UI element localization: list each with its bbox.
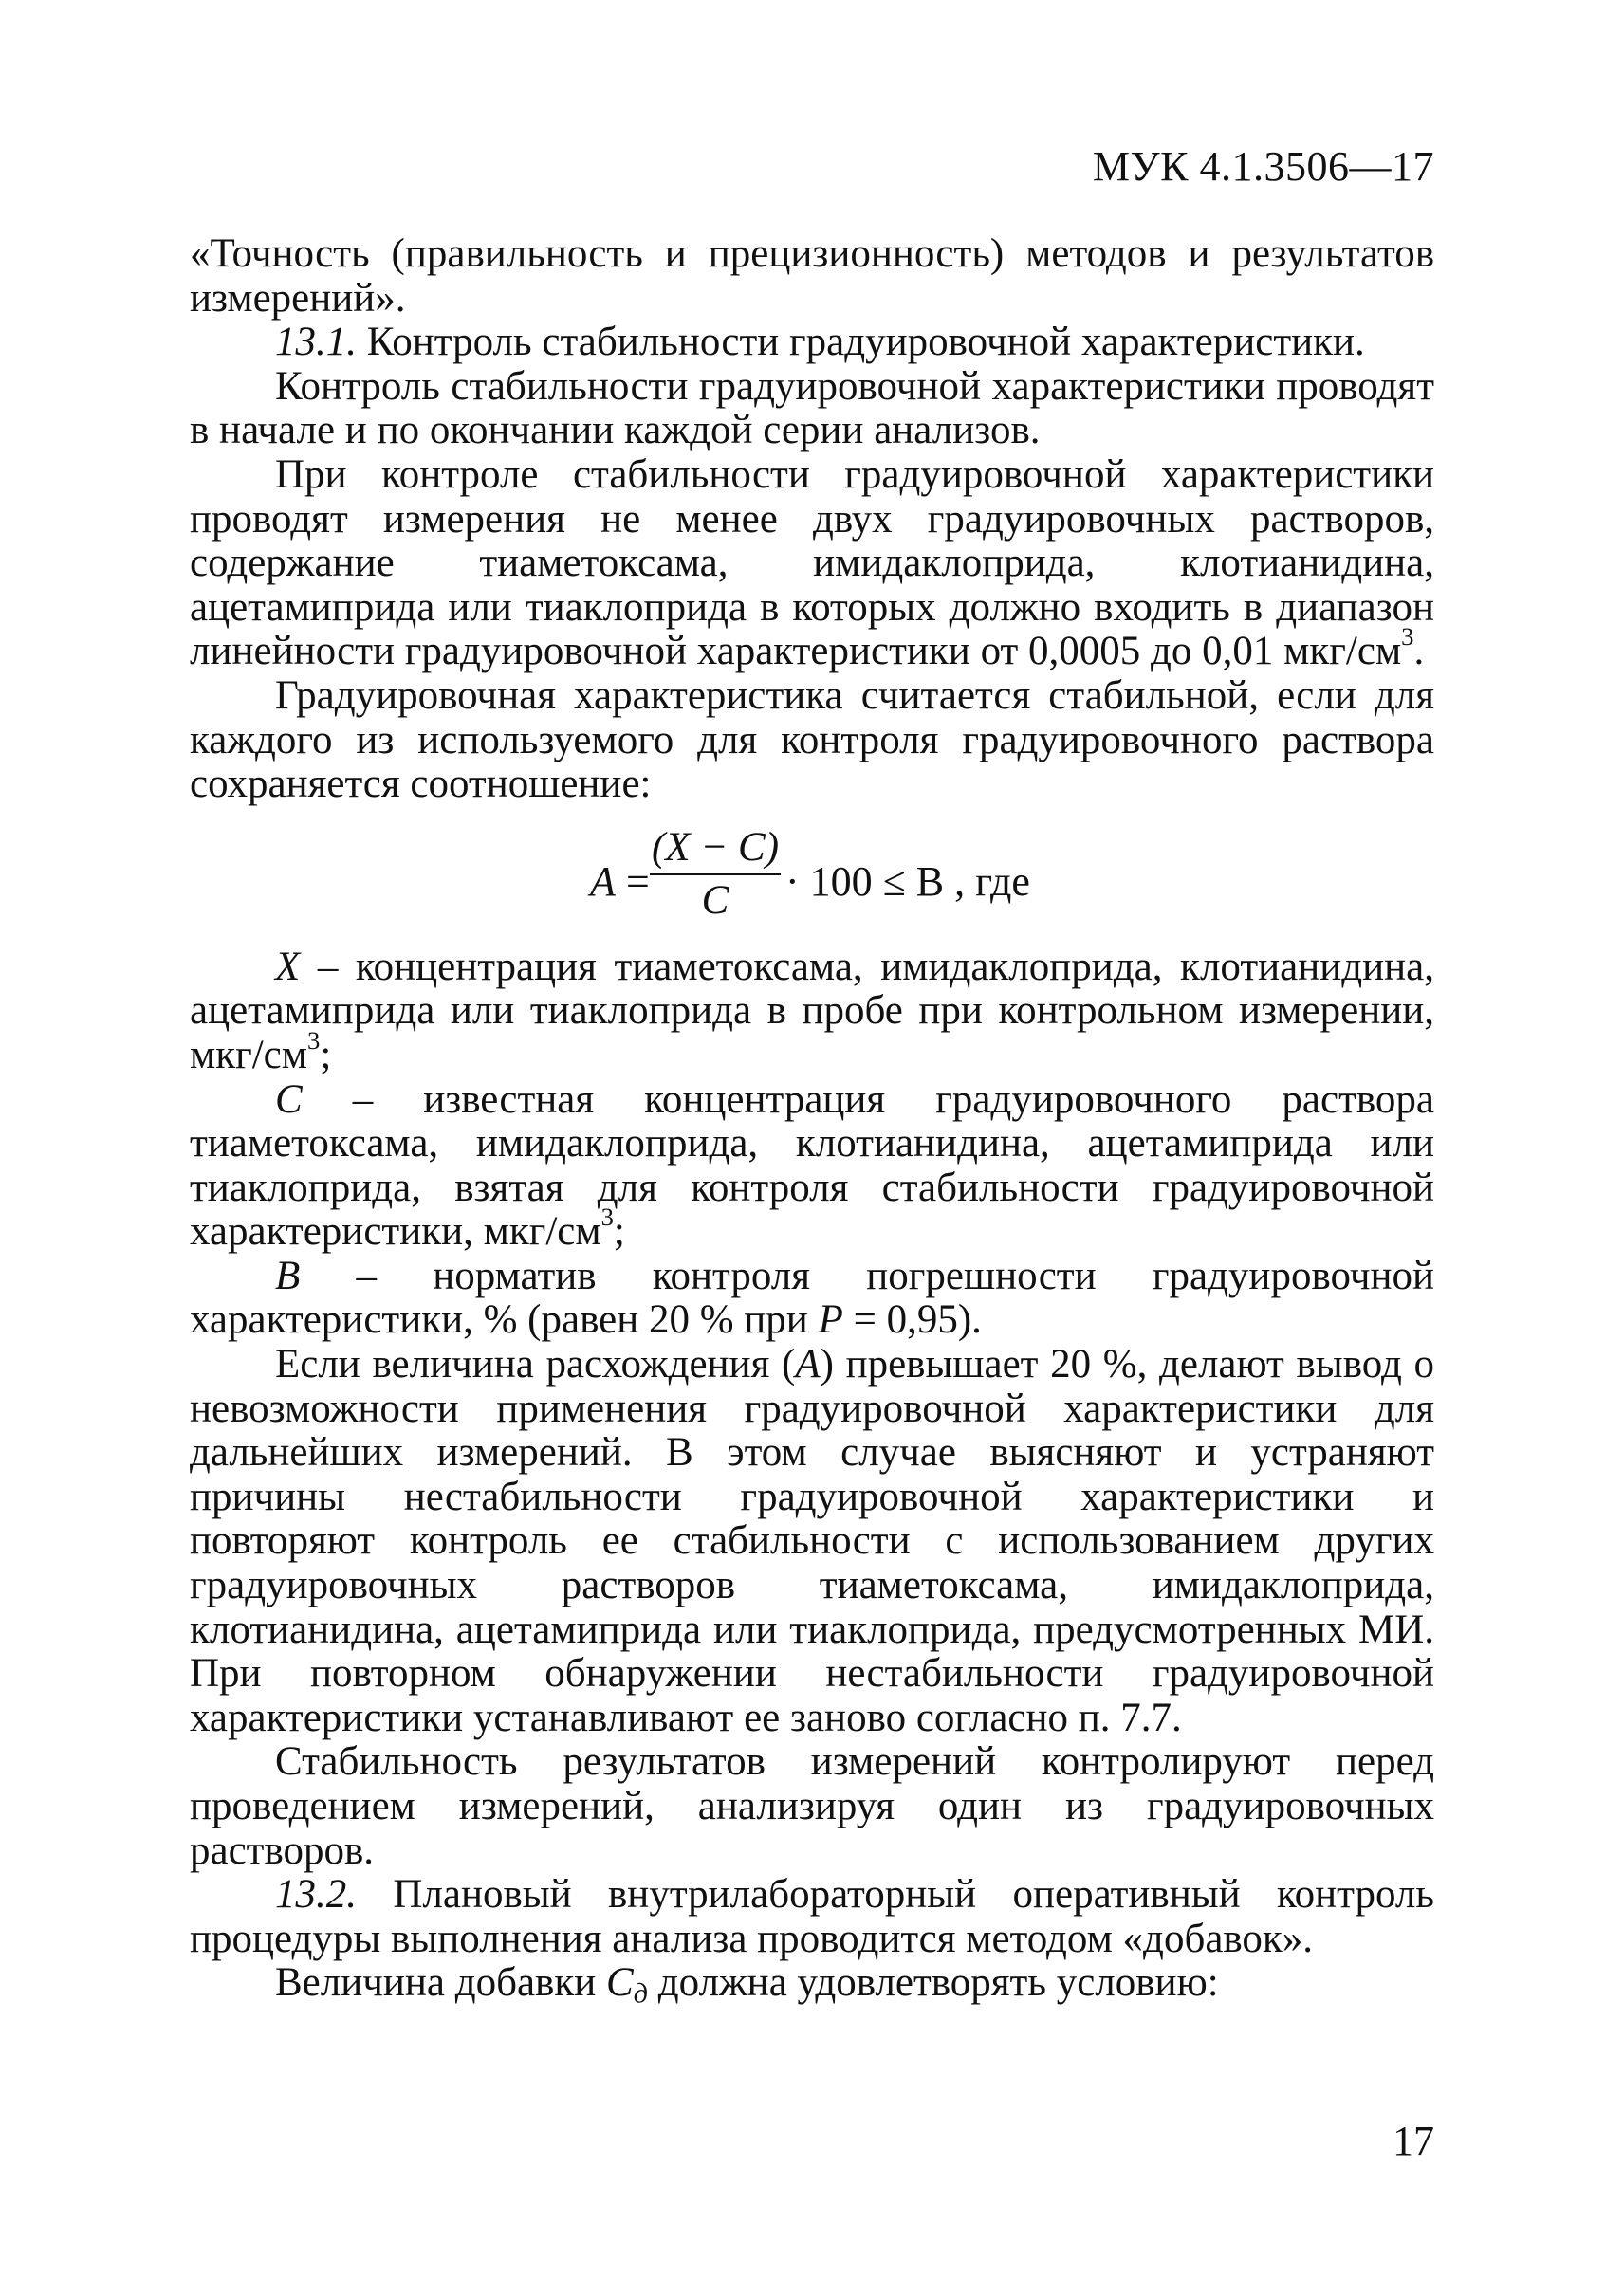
page-number: 17 bbox=[1393, 2118, 1434, 2164]
fraction-bar bbox=[650, 873, 781, 875]
section-title: Контроль стабильности градуировочной характеристики. bbox=[366, 320, 1365, 365]
paragraph-accuracy-reference: «Точность (правильность и прецизионность) методов и результатов измерений». bbox=[190, 231, 1434, 321]
formula-fraction bbox=[650, 826, 781, 923]
section-13-1-heading bbox=[190, 321, 1434, 365]
section-number: 13.1. bbox=[275, 320, 357, 365]
definition-x: X – концентрация тиаметоксама, имидаклоприда, клотианидина, ацетамиприда или тиаклоприда в пробе при контрольном измерении, мкг/$см^3$; bbox=[190, 944, 1434, 1077]
formula-rhs: · 100 ≤ B , где bbox=[785, 857, 1030, 905]
paragraph-deviation-action: Если величина расхождения (A) превышает 20 %, делают вывод о невозможности применения градуировочной характеристики для дальнейших измерений. В этом случае выясняют и устраняют причины нестабильности градуировочной характеристики и повторяют контроль ее стабильности с использованием других градуировочных растворов тиаметоксама, имидаклоприда, клотианидина, ацетамиприда или тиаклоприда, предусмотренных МИ. При повторном обнаружении нестабильности градуировочной характеристики устанавливают ее заново согласно п. 7.7. bbox=[190, 1342, 1434, 1740]
stability-formula bbox=[190, 826, 1434, 928]
paragraph-control-timing: Контроль стабильности градуировочной характеристики проводят в начале и по окончании каждой серии анализов. bbox=[190, 363, 1434, 453]
definition-b: B – норматив контроля погрешности градуировочной характеристики, % (равен 20 % при P = 0,95). bbox=[190, 1253, 1434, 1343]
paragraph-measurement-stability: Стабильность результатов измерений контролируют перед проведением измерений, анализируя один из градуировочных растворов. bbox=[190, 1739, 1434, 1873]
definition-c: C – известная концентрация градуировочного раствора тиаметоксама, имидаклоприда, клотианидина, ацетамиприда или тиаклоприда, взятая для контроля стабильности градуировочной характеристики, мкг/$см^3$; bbox=[190, 1076, 1434, 1255]
formula-numerator: (X − C) bbox=[651, 824, 780, 870]
formula-denominator: C bbox=[701, 877, 729, 923]
section-13-2-paragraph: 13.2. Плановый внутрилабораторный оперативный контроль процедуры выполнения анализа проводится методом «добавок». bbox=[190, 1872, 1434, 1961]
paragraph-additive-condition: Величина добавки $C_д$ должна удовлетворять условию: bbox=[275, 1960, 1219, 2010]
section-number: 13.2. bbox=[275, 1872, 357, 1918]
paragraph-stability-criterion: Градуировочная характеристика считается стабильной, если для каждого из используемого для контроля градуировочного раствора сохраняется соотношение: bbox=[190, 672, 1434, 807]
body-text bbox=[190, 231, 1434, 2010]
formula-lhs: A bbox=[590, 857, 616, 905]
document-code-header: МУК 4.1.3506—17 bbox=[1092, 143, 1434, 190]
formula-equals: = bbox=[626, 857, 650, 905]
paragraph-control-procedure: При контроле стабильности градуировочной характеристики проводят измерения не менее двух градуировочных растворов, содержание тиаметоксама, имидаклоприда, клотианидина, ацетамиприда или тиаклоприда в которых должно входить в диапазон линейности градуировочной характеристики от 0,0005 до 0,01 мкг/$см^3$. bbox=[190, 451, 1434, 674]
